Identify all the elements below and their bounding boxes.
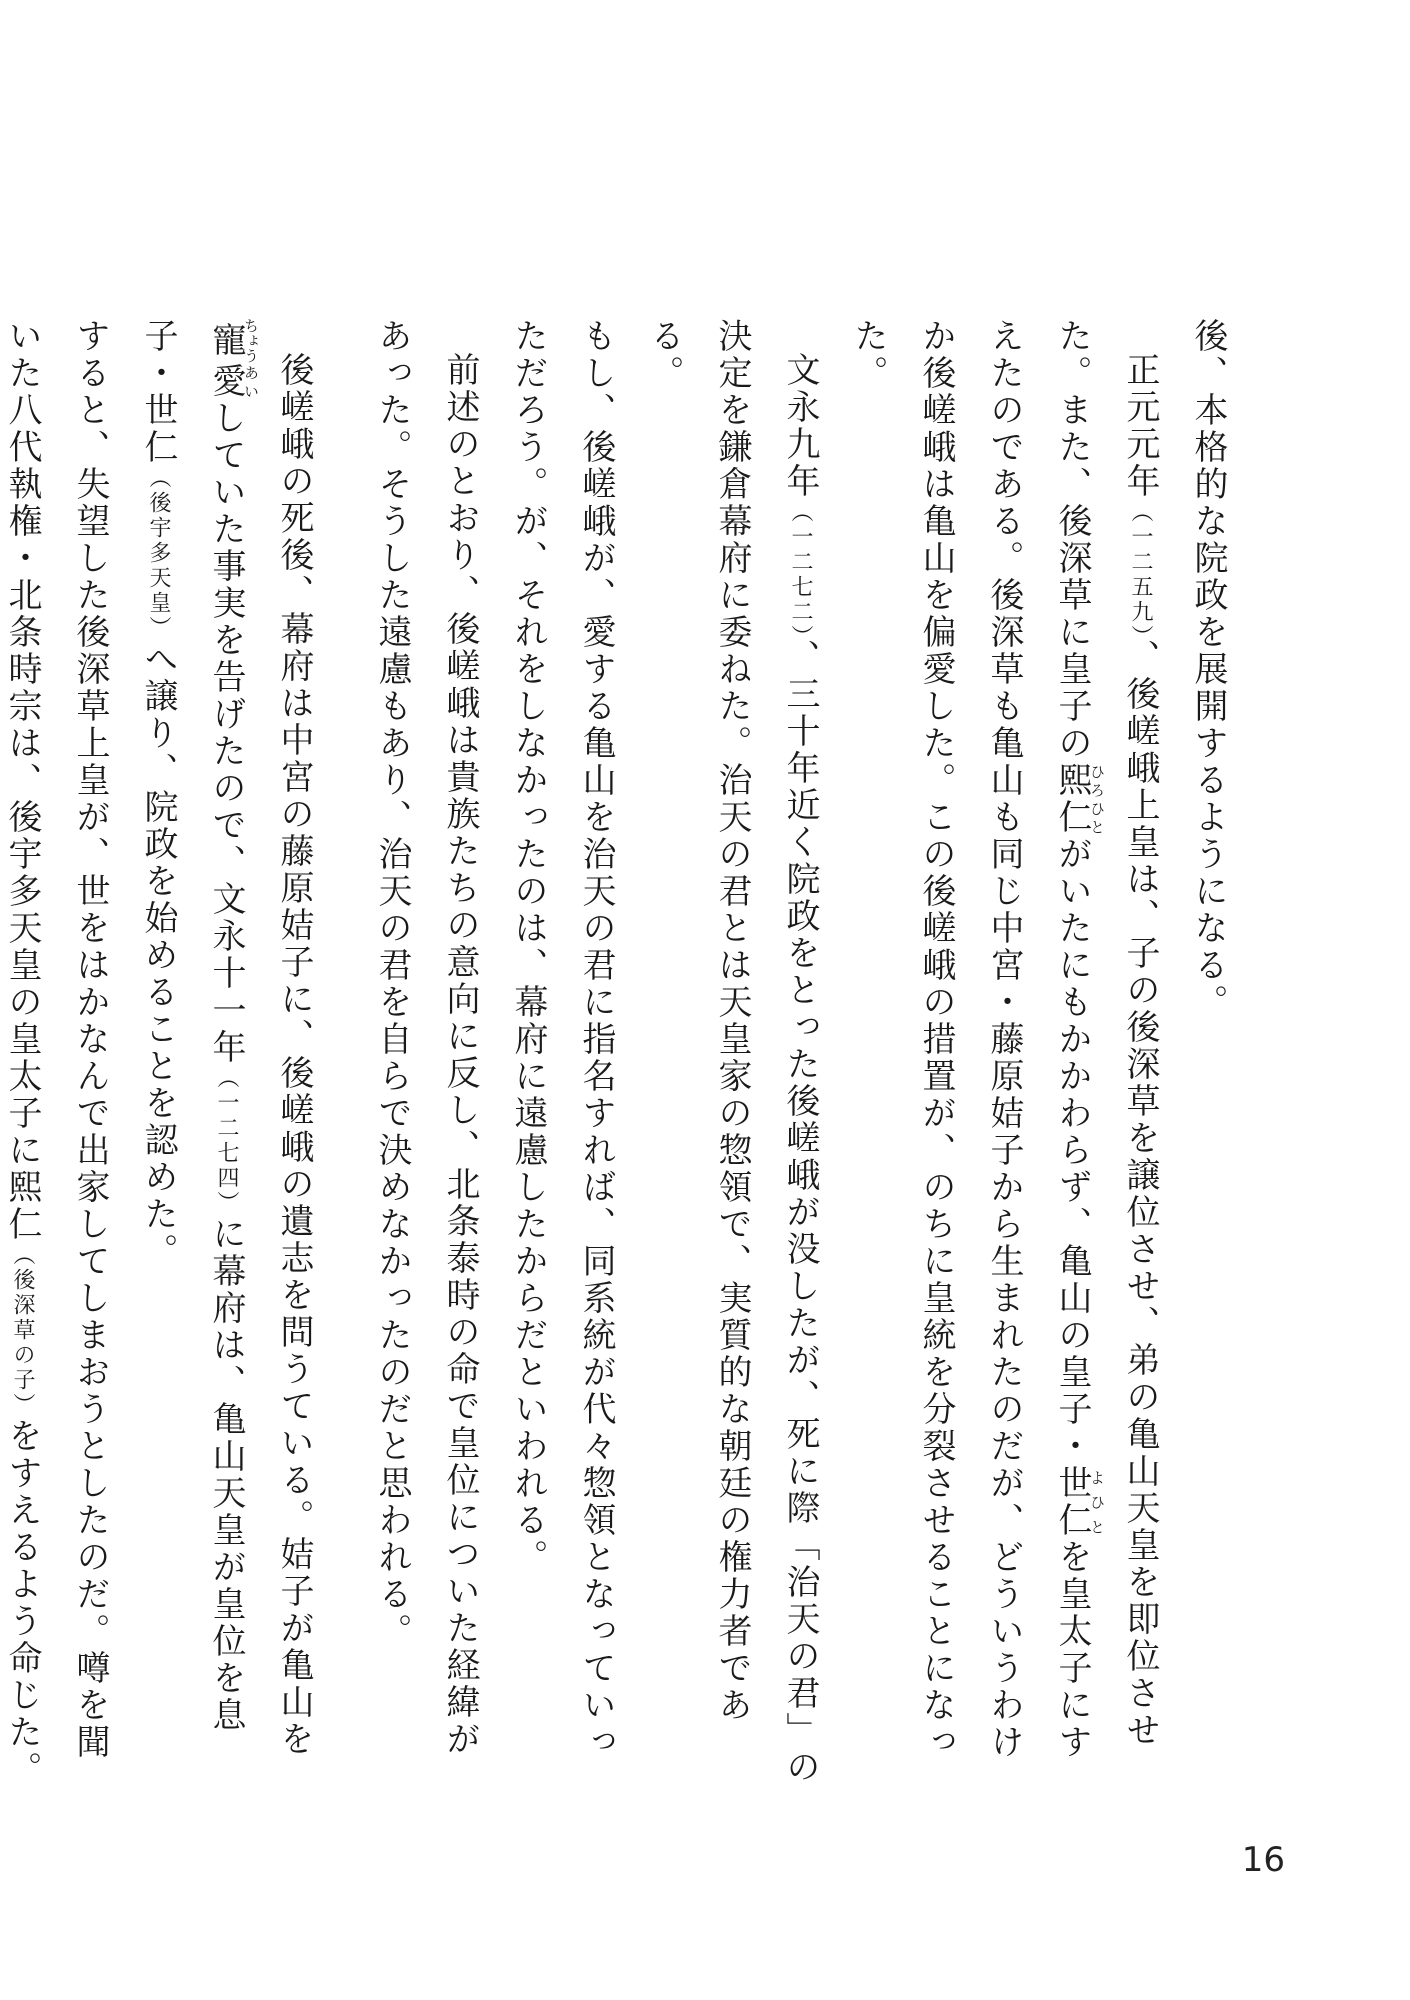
paragraph-5-text: 前述のとおり、後嵯峨は貴族たちの意向に反し、北条泰時の命で皇位についた経緯があった。そうした遠慮もあり、治天の君を自らで決めなかったのだと思われる。 <box>372 318 480 1758</box>
ruby-chou: 寵ちょう <box>206 318 260 363</box>
paragraph-1 <box>1174 318 1242 1788</box>
era-year: 正元元年 <box>1120 352 1160 500</box>
text-segment: へ譲り、院政を始めることを認めた。 <box>138 641 178 1270</box>
paragraph-6 <box>124 318 328 1788</box>
era-year: 文永九年 <box>780 352 820 500</box>
year-note: （一二七二） <box>788 500 813 639</box>
text-segment: を皇太子にすえたのである。後深草も亀山も同じ中宮・藤原姞子から生まれたのだが、どういうわけか後嵯峨は亀山を偏愛した。この後嵯峨の措置が、のちに皇統を分裂させることになった。 <box>848 318 1092 1761</box>
paragraph-3 <box>630 318 834 1788</box>
text-segment: 後嵯峨の死後、幕府は中宮の藤原姞子に、後嵯峨の遺志を問うている。姞子が亀山を <box>274 352 314 1758</box>
paragraph-4-text: もし、後嵯峨が、愛する亀山を治天の君に指名すれば、同系統が代々惣領となっていっただろう。が、それをしなかったのは、幕府に遠慮したからだといわれる。 <box>508 318 616 1761</box>
ruby-reading: あい <box>242 363 260 400</box>
text-segment: に幕府は、亀山天皇が皇位を息子・世仁 <box>138 318 246 1734</box>
text-segment: していた事実を告げたので、文永十一年 <box>206 400 246 1066</box>
paragraph-4 <box>494 318 630 1788</box>
text-segment: 、三十年近く院政をとった後嵯峨が没したが、死に際「治天の君」の決定を鎌倉幕府に委ねた。治天の君とは天皇家の惣領で、実質的な朝廷の権力者である。 <box>644 318 820 1786</box>
year-note: （一二七四） <box>214 1066 239 1216</box>
text-segment: がいたにもかかわらず、亀山の皇子・ <box>1052 836 1092 1465</box>
vertical-text-block <box>0 318 1242 1788</box>
text-segment: すると、失望した後深草上皇が、世をはかなんで出家してしまおうとしたのだ。噂を聞いた八代執権・北条時宗は、後宇多天皇の皇太子に熙仁 <box>2 318 110 1761</box>
ruby-ai: 愛あい <box>206 363 260 400</box>
ruby-reading: よひと <box>1088 1465 1106 1539</box>
ruby-reading: ひろひと <box>1088 762 1106 836</box>
paragraph-1-text: 後、本格的な院政を展開するようになる。 <box>1188 318 1228 1021</box>
ruby-hirohito: 熙仁ひろひと <box>1052 762 1106 836</box>
paragraph-7 <box>0 318 124 1788</box>
name-note: （後宇多天皇） <box>146 466 171 641</box>
paragraph-2 <box>834 318 1174 1788</box>
page-number: 16 <box>1241 1840 1285 1880</box>
ruby-reading: ちょう <box>242 318 260 363</box>
paragraph-5 <box>358 318 494 1788</box>
ruby-yohito: 世仁よひと <box>1052 1465 1106 1539</box>
text-segment: をすえるよう命じた。 <box>2 1418 42 1788</box>
year-note: （一二五九） <box>1128 500 1153 639</box>
text-segment: 、後嵯峨上皇は、子の後深草を譲位させ、弟の亀山天皇を即位させた。また、後深草に皇子の <box>1052 318 1160 1749</box>
name-note: （後深草の子） <box>10 1243 35 1418</box>
